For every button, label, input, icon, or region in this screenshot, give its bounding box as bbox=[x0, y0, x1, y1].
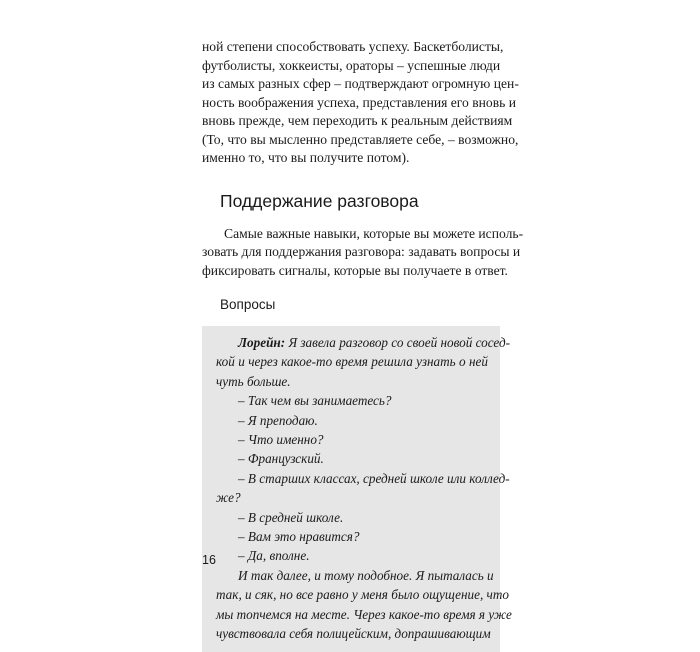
quote-text: Я завела разговор со своей новой сосед- bbox=[288, 335, 511, 350]
section-paragraph bbox=[202, 225, 524, 281]
dialogue-line: – В средней школе. bbox=[238, 509, 344, 525]
text-line: футболисты, хоккеисты, ораторы – успешные люди bbox=[202, 57, 501, 73]
quote-box bbox=[202, 326, 512, 652]
section-heading: Поддержание разговора bbox=[220, 190, 419, 211]
dialogue-line: же? bbox=[216, 490, 241, 506]
quote-line: чуть больше. bbox=[216, 373, 291, 389]
text-line: именно то, что вы получите потом). bbox=[202, 150, 410, 165]
text-line: из самых разных сфер – подтверждают огромную цен- bbox=[202, 76, 519, 91]
text-line: фиксировать сигналы, которые вы получаете в ответ. bbox=[202, 262, 508, 278]
dialogue-line: – Я преподаю. bbox=[238, 412, 318, 428]
text-line: Самые важные навыки, которые вы можете исполь- bbox=[224, 225, 524, 241]
text-line: ной степени способствовать успеху. Баскетболисты, bbox=[202, 39, 504, 54]
intro-paragraph bbox=[202, 38, 519, 168]
text-line: (То, что вы мысленно представляете себе, – возможно, bbox=[202, 131, 519, 147]
subsection-heading: Вопросы bbox=[220, 297, 276, 312]
quote-line: И так далее, и тому подобное. Я пыталась и bbox=[238, 567, 494, 583]
quote-first-line bbox=[216, 333, 511, 352]
text-line: вновь прежде, чем переходить к реальным действиям bbox=[202, 113, 513, 128]
quote-line: кой и через какое-то время решила узнать о ней bbox=[216, 354, 488, 370]
text-line: ность воображения успеха, представления его вновь и bbox=[202, 94, 517, 110]
text-line: зовать для поддержания разговора: задавать вопросы и bbox=[202, 244, 521, 259]
page-number: 16 bbox=[202, 553, 216, 567]
speaker-name: Лорейн: bbox=[238, 335, 286, 350]
quote-line: чувствовала себя полицейским, допрашивающим bbox=[216, 626, 491, 642]
dialogue-line: – Так чем вы занимаетесь? bbox=[238, 393, 392, 409]
dialogue-line: – Что именно? bbox=[238, 432, 324, 448]
book-page bbox=[202, 38, 524, 652]
dialogue-line: – Французский. bbox=[238, 451, 324, 467]
dialogue-line: – Вам это нравится? bbox=[238, 529, 360, 545]
quote-line: так, и сяк, но все равно у меня было ощущение, что bbox=[216, 587, 509, 603]
dialogue-line: – Да, вполне. bbox=[238, 548, 310, 564]
quote-line: мы топчемся на месте. Через какое-то время я уже bbox=[216, 606, 512, 622]
dialogue-line: – В старших классах, средней школе или коллед- bbox=[238, 470, 510, 486]
